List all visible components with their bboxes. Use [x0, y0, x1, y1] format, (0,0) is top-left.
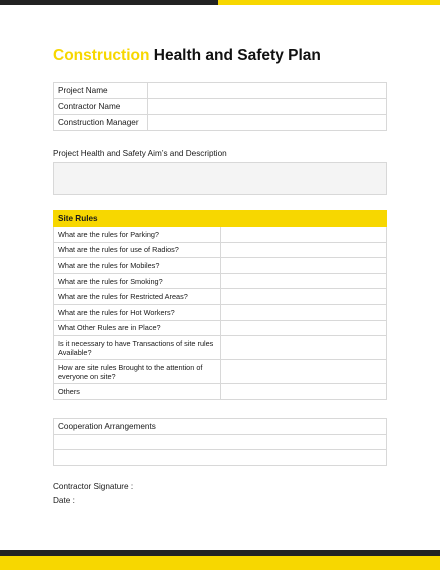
table-row — [54, 304, 387, 320]
rule-answer-field[interactable] — [220, 273, 387, 289]
cooperation-field[interactable] — [54, 434, 387, 450]
site-rules-table — [53, 210, 387, 400]
rule-question: What are the rules for Parking? — [54, 227, 221, 243]
top-dark-bar — [0, 0, 218, 5]
contractor-name-label: Contractor Name — [54, 99, 148, 115]
rule-question: What are the rules for Restricted Areas? — [54, 289, 221, 305]
construction-manager-label: Construction Manager — [54, 115, 148, 131]
table-row — [54, 115, 387, 131]
top-yellow-bar — [218, 0, 440, 5]
table-row — [54, 384, 387, 400]
rule-question: What Other Rules are in Place? — [54, 320, 221, 336]
rule-answer-field[interactable] — [220, 384, 387, 400]
table-row — [54, 434, 387, 450]
cooperation-header: Cooperation Arrangements — [54, 419, 387, 435]
rule-answer-field[interactable] — [220, 258, 387, 274]
table-row — [54, 336, 387, 360]
site-rules-header-row — [54, 211, 387, 227]
table-row — [54, 83, 387, 99]
title-accent: Construction — [53, 47, 150, 64]
rule-question: What are the rules for Smoking? — [54, 273, 221, 289]
rule-answer-field[interactable] — [220, 320, 387, 336]
table-row — [54, 258, 387, 274]
rule-question: What are the rules for use of Radios? — [54, 242, 221, 258]
aims-label: Project Health and Safety Aim’s and Description — [53, 149, 227, 158]
table-row — [54, 320, 387, 336]
rule-question: Is it necessary to have Transactions of site rules Available? — [54, 336, 221, 360]
rule-answer-field[interactable] — [220, 360, 387, 384]
table-row — [54, 227, 387, 243]
bottom-yellow-bar — [0, 556, 440, 570]
contractor-signature-label: Contractor Signature : — [53, 482, 134, 491]
aims-description-field[interactable] — [53, 162, 387, 195]
rule-answer-field[interactable] — [220, 336, 387, 360]
cooperation-field[interactable] — [54, 450, 387, 466]
rule-question: What are the rules for Mobiles? — [54, 258, 221, 274]
table-row — [54, 360, 387, 384]
rule-question: What are the rules for Hot Workers? — [54, 304, 221, 320]
cooperation-table — [53, 418, 387, 466]
site-rules-header: Site Rules — [54, 211, 387, 227]
table-row — [54, 273, 387, 289]
rule-answer-field[interactable] — [220, 304, 387, 320]
table-row — [54, 419, 387, 435]
rule-answer-field[interactable] — [220, 289, 387, 305]
project-name-label: Project Name — [54, 83, 148, 99]
page-title — [53, 47, 321, 65]
project-info-table — [53, 82, 387, 131]
title-rest: Health and Safety Plan — [153, 47, 321, 64]
date-label: Date : — [53, 496, 75, 505]
rule-question: Others — [54, 384, 221, 400]
table-row — [54, 242, 387, 258]
table-row — [54, 450, 387, 466]
rule-question: How are site rules Brought to the attention of everyone on site? — [54, 360, 221, 384]
project-name-field[interactable] — [148, 83, 387, 99]
rule-answer-field[interactable] — [220, 242, 387, 258]
table-row — [54, 99, 387, 115]
contractor-name-field[interactable] — [148, 99, 387, 115]
construction-manager-field[interactable] — [148, 115, 387, 131]
table-row — [54, 289, 387, 305]
rule-answer-field[interactable] — [220, 227, 387, 243]
